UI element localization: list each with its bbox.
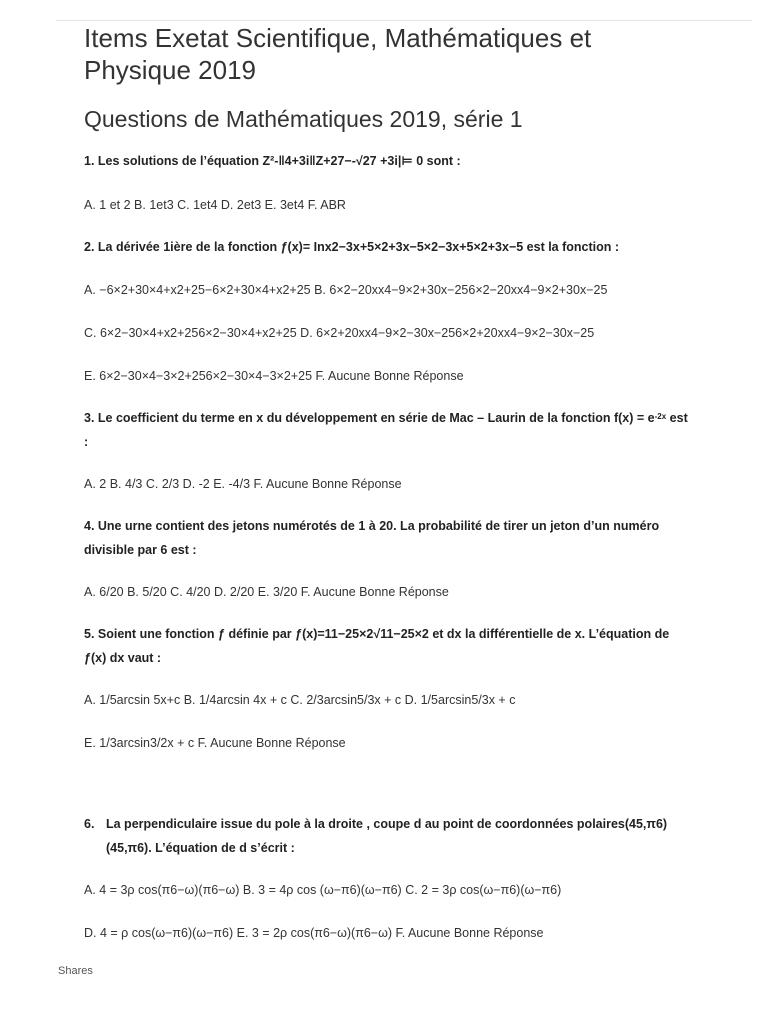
section-title: Questions de Mathématiques 2019, série 1 — [84, 106, 523, 132]
top-divider — [56, 20, 752, 21]
answer-line-5b: E. 1/3arcsin3/2x + c F. Aucune Bonne Réponse — [84, 736, 346, 750]
question-3-tail: est : — [84, 411, 688, 449]
question-3-exponent: -2x — [654, 412, 667, 421]
question-2: 2. La dérivée 1ière de la fonction ƒ(x)= Inx2−3x+5×2+3x−5×2−3x+5×2+3x−5 est la fonction : — [84, 239, 620, 254]
article-content — [84, 22, 694, 943]
question-5: 5. Soient une fonction ƒ définie par ƒ(x)=11−25×2√11−25×2 et dx la différentielle de x. L’équation de ƒ(x) dx vaut : — [84, 627, 670, 665]
question-3 — [84, 407, 694, 454]
answer-line-6b: D. 4 = ρ cos(ω−π6)(ω−π6) E. 3 = 2ρ cos(π6−ω)(π6−ω) F. Aucune Bonne Réponse — [84, 926, 544, 940]
question-6-text: La perpendiculaire issue du pole à la droite , coupe d au point de coordonnées polaires(45,π6)(45,π6). L’équation de d s’écrit : — [106, 817, 668, 855]
shares-label[interactable]: Shares — [58, 965, 93, 977]
question-1: 1. Les solutions de l’équation Z²-‖4+3i‖Z+27−-√27 +3i|⊨ 0 sont : — [84, 154, 461, 168]
answer-line-5a: A. 1/5arcsin 5x+c B. 1/4arcsin 4x + c C. 2/3arcsin5/3x + c D. 1/5arcsin5/3x + c — [84, 693, 516, 707]
answer-line-2a: A. −6×2+30×4+x2+25−6×2+30×4+x2+25 B. 6×2−20xx4−9×2+30x−256×2−20xx4−9×2+30x−25 — [84, 283, 608, 297]
answer-line-1a: A. 1 et 2 B. 1et3 C. 1et4 D. 2et3 E. 3et4 F. ABR — [84, 197, 346, 212]
answer-line-4a: A. 6/20 B. 5/20 C. 4/20 D. 2/20 E. 3/20 F. Aucune Bonne Réponse — [84, 585, 449, 599]
page-title: Items Exetat Scientifique, Mathématiques et Physique 2019 — [84, 23, 592, 85]
answer-line-3a: A. 2 B. 4/3 C. 2/3 D. -2 E. -4/3 F. Aucune Bonne Réponse — [84, 477, 402, 491]
question-6 — [84, 813, 694, 860]
answer-line-2c: E. 6×2−30×4−3×2+256×2−30×4−3×2+25 F. Aucune Bonne Réponse — [84, 369, 464, 383]
answer-line-2b: C. 6×2−30×4+x2+256×2−30×4+x2+25 D. 6×2+20xx4−9×2−30x−256×2+20xx4−9×2−30x−25 — [84, 326, 595, 340]
question-4: 4. Une urne contient des jetons numérotés de 1 à 20. La probabilité de tirer un jeton d’un numéro divisible par 6 est : — [84, 519, 660, 557]
question-6-number: 6. — [84, 817, 95, 831]
answer-line-6a: A. 4 = 3ρ cos(π6−ω)(π6−ω) B. 3 = 4ρ cos (ω−π6)(ω−π6) C. 2 = 3ρ cos(ω−π6)(ω−π6) — [84, 883, 562, 897]
question-3-text: 3. Le coefficient du terme en x du développement en série de Mac – Laurin de la fonction f(x) = e — [84, 411, 655, 425]
